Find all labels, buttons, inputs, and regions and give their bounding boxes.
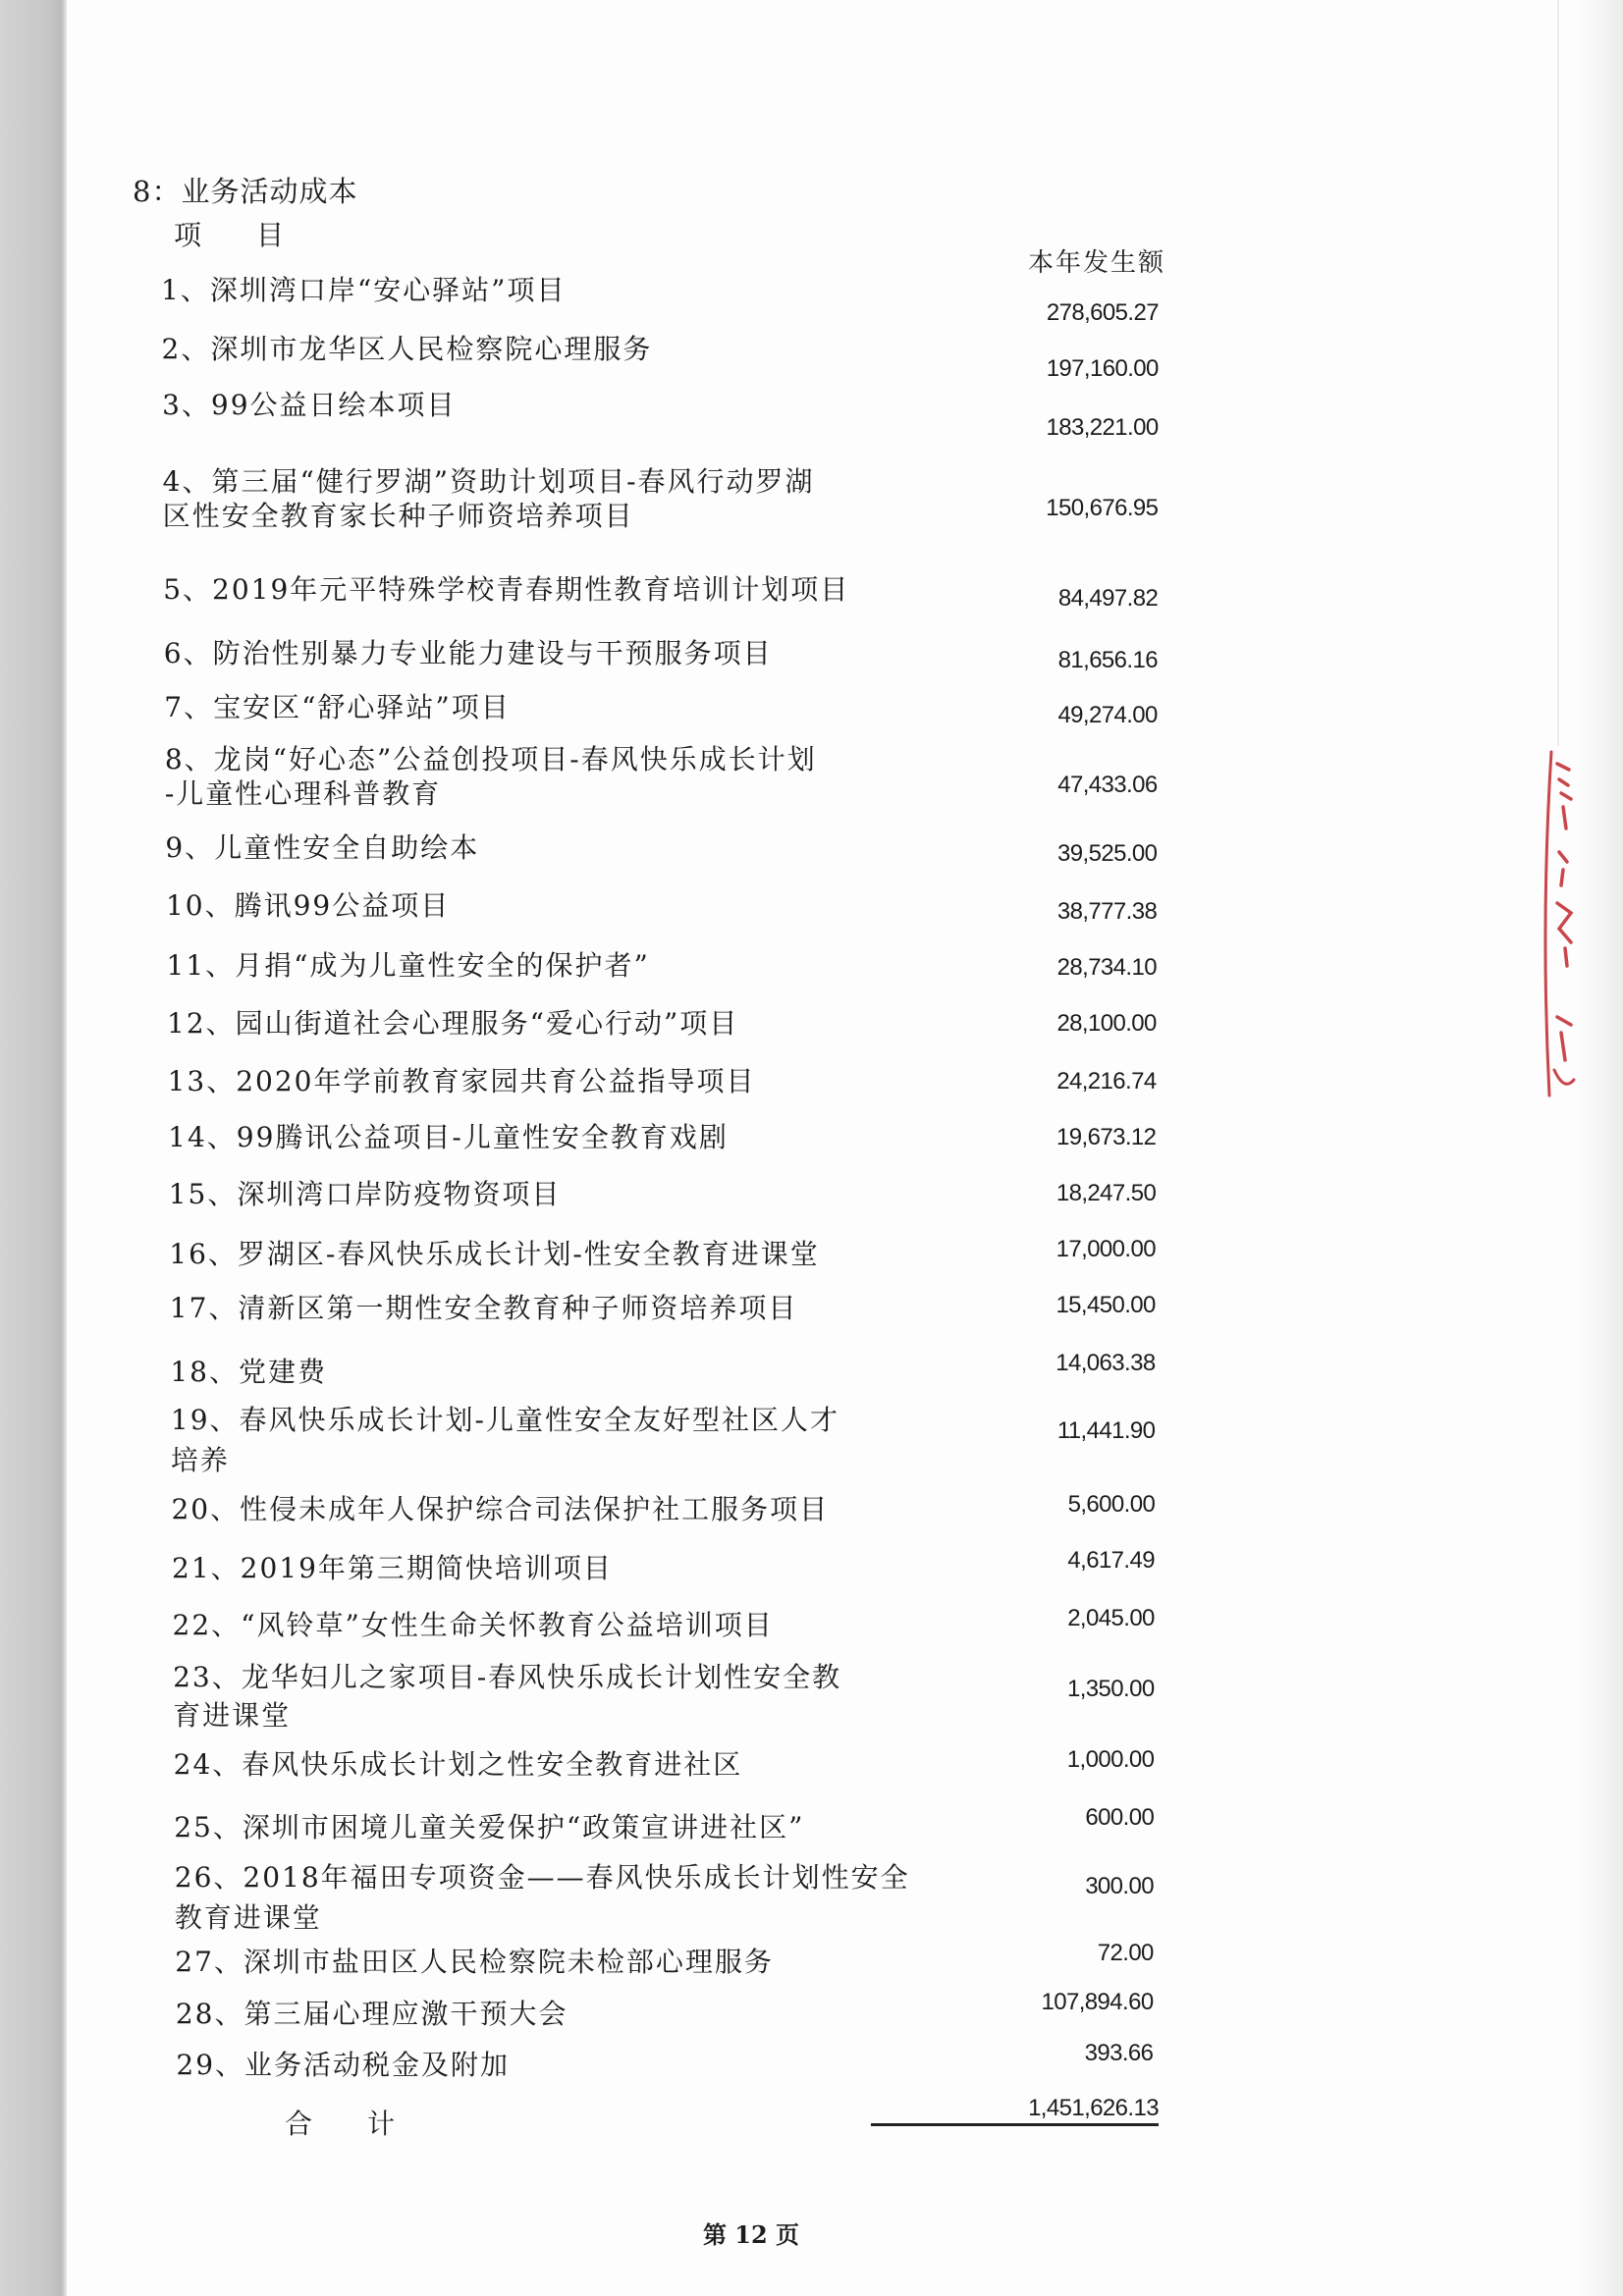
item-label: 6、防治性别暴力专业能力建设与干预服务项目 [163, 637, 773, 669]
total-rule [871, 2123, 1159, 2126]
page-number: 第 12 页 [702, 2220, 800, 2249]
item-label: 18、党建费 [170, 1356, 327, 1388]
page-right-edge [1578, 0, 1623, 2296]
item-label-continuation: 培养 [170, 1444, 230, 1476]
item-amount: 18,247.50 [1055, 1180, 1157, 1206]
seal-mark [1559, 852, 1567, 885]
scanner-edge-shadow [0, 0, 67, 2296]
item-label: 4、第三届“健行罗湖”资助计划项目-春风行动罗湖 [162, 465, 815, 498]
item-amount: 28,100.00 [1056, 1010, 1157, 1037]
item-amount: 183,221.00 [1046, 414, 1159, 441]
column-header-amount: 本年发生额 [1028, 248, 1166, 278]
item-label: 15、深圳湾口岸防疫物资项目 [168, 1178, 562, 1210]
item-amount: 15,450.00 [1055, 1292, 1156, 1318]
item-amount: 2,045.00 [1067, 1605, 1155, 1631]
seal-mark [1557, 764, 1571, 828]
item-label: 19、春风快乐成长计划-儿童性安全友好型社区人才 [170, 1404, 839, 1436]
item-label: 12、园山街道社会心理服务“爱心行动”项目 [167, 1007, 739, 1040]
item-amount: 197,160.00 [1046, 355, 1159, 382]
item-label: 9、儿童性安全自助绘本 [165, 831, 480, 864]
item-label: 16、罗湖区-春风快乐成长计划-性安全教育进课堂 [169, 1238, 820, 1270]
item-amount: 14,063.38 [1055, 1350, 1156, 1376]
page-fold-line [1557, 0, 1559, 746]
item-amount: 600.00 [1085, 1804, 1155, 1831]
item-amount: 81,656.16 [1057, 647, 1158, 673]
item-amount: 11,441.90 [1056, 1417, 1156, 1444]
item-label: 25、深圳市困境儿童关爱保护“政策宣讲进社区” [174, 1811, 805, 1843]
item-label: 17、清新区第一期性安全教育种子师资培养项目 [169, 1292, 798, 1324]
item-label: 29、业务活动税金及附加 [176, 2049, 511, 2081]
item-amount: 38,777.38 [1056, 898, 1158, 925]
item-amount: 4,617.49 [1067, 1547, 1155, 1574]
item-amount: 24,216.74 [1056, 1068, 1157, 1095]
seal-mark [1554, 1070, 1574, 1084]
item-amount: 39,525.00 [1057, 840, 1158, 867]
item-amount: 47,433.06 [1057, 772, 1158, 798]
item-label-continuation: 育进课堂 [173, 1699, 292, 1732]
total-amount: 1,451,626.13 [1028, 2095, 1159, 2121]
item-label: 21、2019年第三期简快培训项目 [172, 1552, 613, 1584]
item-label: 1、深圳湾口岸“安心驿站”项目 [161, 274, 567, 306]
item-amount: 1,000.00 [1066, 1746, 1155, 1773]
item-label-continuation: 教育进课堂 [174, 1901, 322, 1934]
item-label: 8、龙岗“好心态”公益创投项目-春风快乐成长计划 [164, 743, 817, 775]
item-label: 28、第三届心理应激干预大会 [175, 1998, 568, 2030]
item-label: 10、腾讯99公益项目 [165, 889, 451, 922]
item-label: 3、99公益日绘本项目 [162, 389, 457, 421]
item-amount: 49,274.00 [1057, 702, 1158, 728]
item-label-continuation: -儿童性心理科普教育 [164, 777, 442, 810]
item-amount: 107,894.60 [1041, 1989, 1154, 2015]
item-label: 26、2018年福田专项资金——春风快乐成长计划性安全 [174, 1861, 910, 1894]
item-label: 11、月捐“成为儿童性安全的保护者” [166, 949, 650, 982]
seal-mark [1557, 903, 1571, 966]
item-amount: 393.66 [1084, 2040, 1154, 2066]
item-amount: 84,497.82 [1057, 585, 1159, 612]
column-header-item: 项 目 [174, 219, 285, 251]
seal-ring-arc [1545, 752, 1551, 1095]
item-amount: 300.00 [1085, 1873, 1154, 1899]
item-amount: 278,605.27 [1046, 299, 1159, 326]
seal-mark [1557, 1017, 1571, 1060]
item-amount: 72.00 [1097, 1940, 1154, 1966]
item-amount: 17,000.00 [1055, 1236, 1156, 1262]
seal-fragment [1538, 746, 1579, 1101]
item-label: 5、2019年元平特殊学校青春期性教育培训计划项目 [163, 573, 850, 606]
item-label: 24、春风快乐成长计划之性安全教育进社区 [173, 1748, 743, 1781]
item-label: 7、宝安区“舒心驿站”项目 [164, 691, 511, 723]
section-heading: 8：业务活动成本 [133, 175, 358, 208]
item-amount: 1,350.00 [1066, 1676, 1155, 1702]
item-label: 23、龙华妇儿之家项目-春风快乐成长计划性安全教 [173, 1661, 842, 1693]
item-amount: 150,676.95 [1046, 495, 1159, 521]
item-label: 27、深圳市盐田区人民检察院未检部心理服务 [175, 1946, 774, 1978]
item-label: 22、“风铃草”女性生命关怀教育公益培训项目 [172, 1609, 774, 1641]
item-label: 2、深圳市龙华区人民检察院心理服务 [161, 333, 653, 365]
item-amount: 28,734.10 [1056, 954, 1157, 981]
item-amount: 19,673.12 [1056, 1124, 1157, 1150]
item-label: 14、99腾讯公益项目-儿童性安全教育戏剧 [168, 1121, 729, 1153]
item-label: 13、2020年学前教育家园共育公益指导项目 [167, 1065, 756, 1097]
item-label-continuation: 区性安全教育家长种子师资培养项目 [162, 500, 634, 532]
item-amount: 5,600.00 [1067, 1491, 1156, 1518]
item-label: 20、性侵未成年人保护综合司法保护社工服务项目 [171, 1493, 830, 1525]
total-label: 合 计 [285, 2108, 396, 2140]
